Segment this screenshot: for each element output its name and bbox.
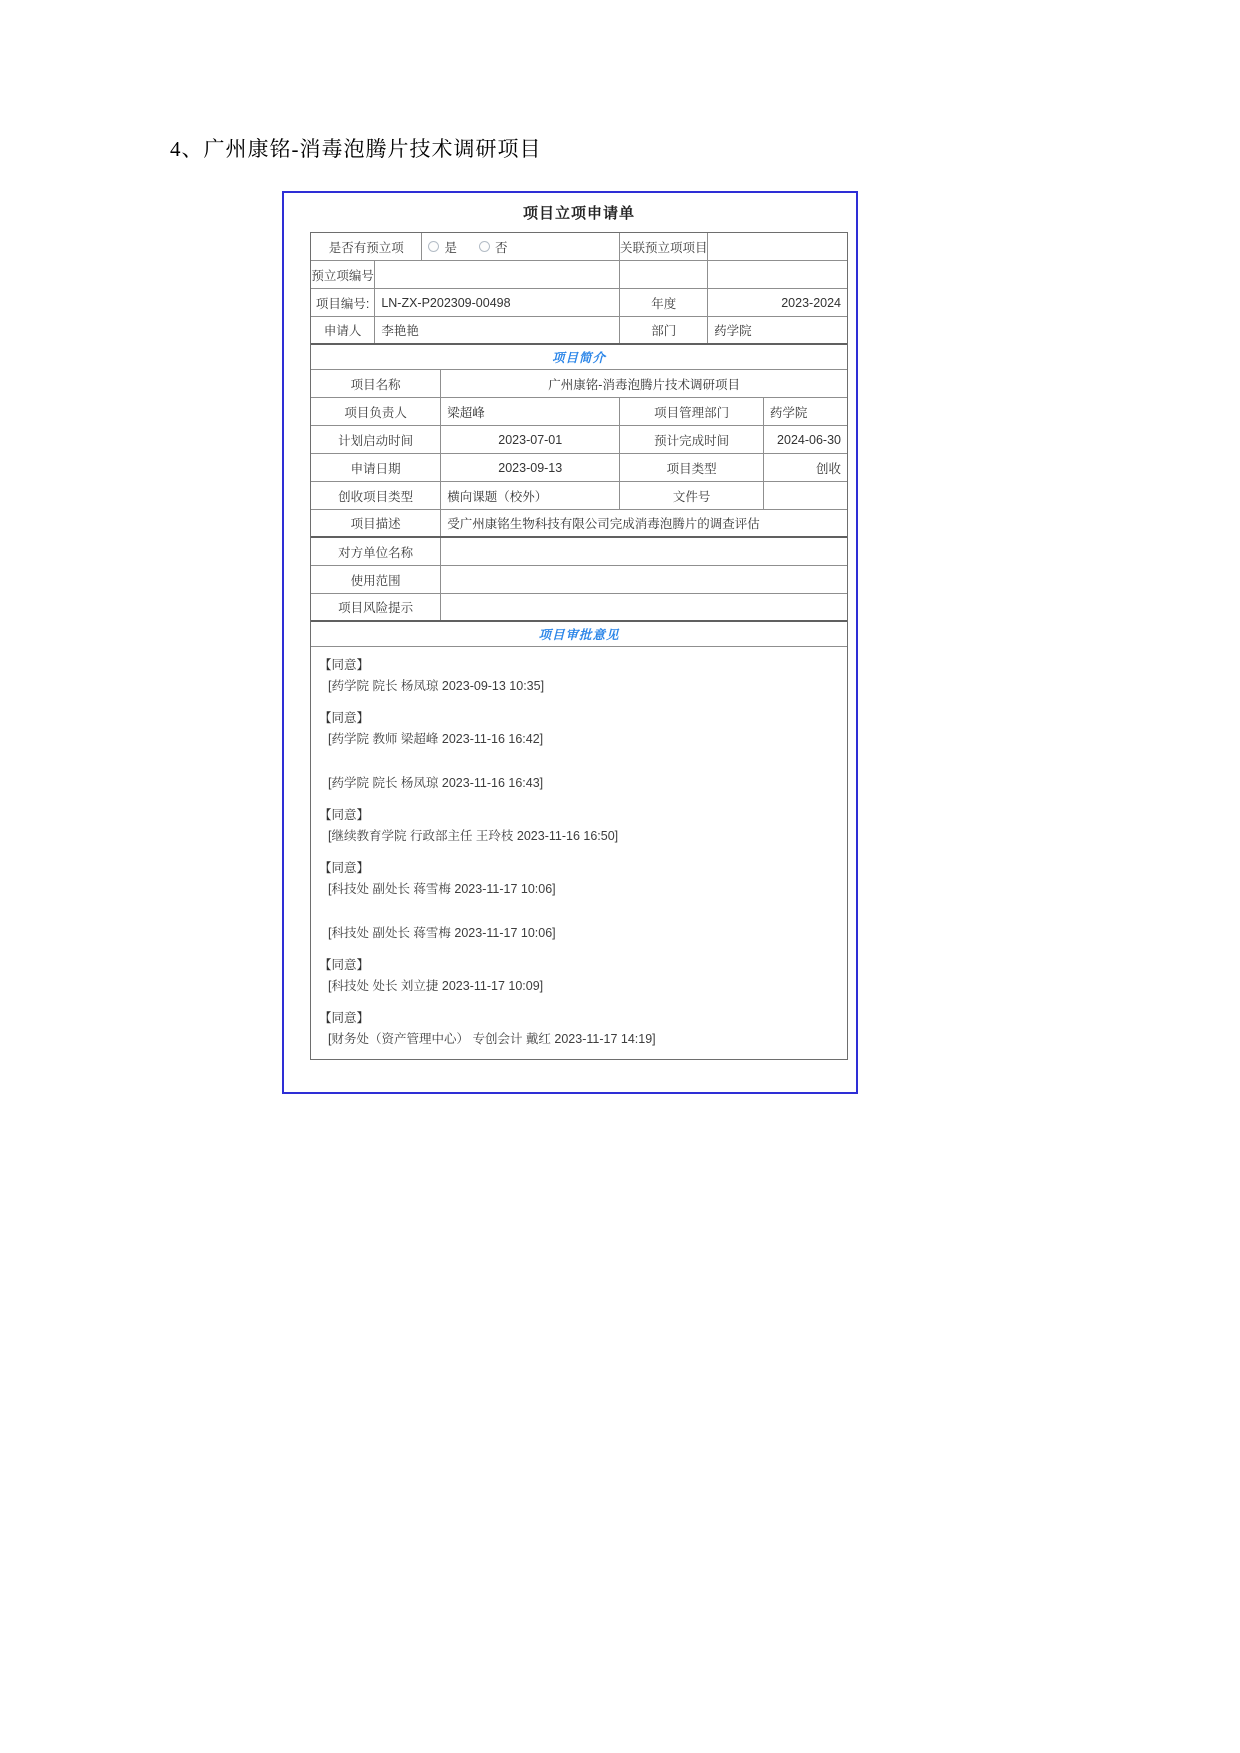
approval-detail: [科技处 副处长 蒋雪梅 2023-11-17 10:06] — [328, 926, 556, 940]
approval-decision: 【同意】 — [319, 958, 370, 972]
approval-entry — [319, 773, 835, 791]
row-planned-start — [311, 426, 847, 454]
field-value-project-description: 受广州康铭生物科技有限公司完成消毒泡腾片的调查评估 — [447, 517, 760, 531]
field-value-counterparty-name — [441, 538, 847, 565]
field-label-project-leader: 项目负责人 — [311, 398, 441, 425]
row-project-risk — [311, 594, 847, 622]
field-value-project-type: 创收 — [815, 461, 841, 476]
approval-decision: 【同意】 — [319, 711, 370, 725]
field-label-apply-date: 申请日期 — [311, 454, 441, 481]
approval-detail: [药学院 教师 梁超峰 2023-11-16 16:42] — [328, 732, 544, 746]
radio-yes-label: 是 — [444, 240, 457, 255]
field-value-usage-scope — [441, 566, 847, 593]
approval-opinions-area — [311, 647, 847, 1059]
approval-entry — [319, 708, 835, 747]
field-value-project-number: LN-ZX-P202309-00498 — [375, 289, 620, 316]
approval-detail: [科技处 处长 刘立捷 2023-11-17 10:09] — [328, 979, 544, 993]
row-apply-date — [311, 454, 847, 482]
radio-yes-icon[interactable] — [428, 241, 439, 252]
field-label-department: 部门 — [620, 317, 708, 343]
approval-entry — [319, 858, 835, 897]
field-label-project-risk: 项目风险提示 — [311, 594, 441, 620]
field-value-project-leader: 梁超峰 — [441, 398, 620, 425]
application-form-table — [310, 232, 848, 1060]
field-value-project-risk — [441, 594, 847, 620]
prior-project-radio-cell — [422, 233, 620, 260]
row-prior-project-number — [311, 261, 847, 289]
field-label-year: 年度 — [620, 289, 708, 316]
prior-project-radio-group — [428, 238, 507, 256]
field-value-year: 2023-2024 — [781, 295, 841, 310]
radio-no-icon[interactable] — [479, 241, 490, 252]
row-has-prior-project — [311, 233, 847, 261]
field-label-planned-start: 计划启动时间 — [311, 426, 441, 453]
approval-detail: [财务处（资产管理中心） 专创会计 戴红 2023-11-17 14:19] — [328, 1032, 656, 1046]
approval-entry — [319, 955, 835, 994]
field-value-linked-prior-project — [708, 233, 847, 260]
section-header-project-intro: 项目简介 — [311, 345, 847, 370]
field-value-revenue-project-type: 横向课题（校外） — [441, 482, 620, 509]
field-label-counterparty-name: 对方单位名称 — [311, 538, 441, 565]
approval-decision: 【同意】 — [319, 861, 370, 875]
field-value-prior-project-number — [375, 261, 620, 288]
field-value-managing-department: 药学院 — [769, 405, 808, 420]
field-label-expected-finish: 预计完成时间 — [620, 426, 764, 453]
form-title: 项目立项申请单 — [522, 205, 635, 222]
row-counterparty-name — [311, 538, 847, 566]
approval-detail: [科技处 副处长 蒋雪梅 2023-11-17 10:06] — [328, 882, 556, 896]
approval-decision: 【同意】 — [319, 1011, 370, 1025]
document-heading: 4、广州康铭-消毒泡腾片技术调研项目 — [170, 137, 542, 161]
row-revenue-project-type — [311, 482, 847, 510]
application-form-sheet — [282, 191, 858, 1094]
field-label-project-type: 项目类型 — [620, 454, 764, 481]
field-value-planned-start: 2023-07-01 — [441, 426, 620, 453]
approval-decision: 【同意】 — [319, 808, 370, 822]
row-usage-scope — [311, 566, 847, 594]
field-label-applicant: 申请人 — [311, 317, 375, 343]
field-label-linked-prior-project: 关联预立项项目 — [620, 233, 708, 260]
approval-detail: [继续教育学院 行政部主任 王玲枝 2023-11-16 16:50] — [328, 829, 619, 843]
approval-entry — [319, 1008, 835, 1047]
field-label-revenue-project-type: 创收项目类型 — [311, 482, 441, 509]
field-value-apply-date: 2023-09-13 — [441, 454, 620, 481]
row-project-number — [311, 289, 847, 317]
row-project-description — [311, 510, 847, 538]
field-value-expected-finish: 2024-06-30 — [777, 432, 841, 447]
field-label-project-description: 项目描述 — [311, 510, 441, 536]
field-label-has-prior-project: 是否有预立项 — [311, 233, 422, 260]
row-applicant — [311, 317, 847, 345]
empty-cell — [620, 261, 708, 288]
field-label-project-number: 项目编号: — [311, 289, 375, 316]
row-project-name — [311, 370, 847, 398]
row-project-leader — [311, 398, 847, 426]
field-label-prior-project-number: 预立项编号 — [311, 261, 375, 288]
radio-option-yes[interactable] — [428, 238, 457, 256]
approval-detail: [药学院 院长 杨凤琼 2023-11-16 16:43] — [328, 776, 544, 790]
approval-entry — [319, 655, 835, 694]
field-value-file-number — [764, 482, 847, 509]
approval-entry — [319, 805, 835, 844]
approval-entry — [319, 923, 835, 941]
approval-detail: [药学院 院长 杨凤琼 2023-09-13 10:35] — [328, 679, 545, 693]
field-label-project-name: 项目名称 — [311, 370, 441, 397]
field-value-department: 药学院 — [714, 324, 752, 338]
field-label-usage-scope: 使用范围 — [311, 566, 441, 593]
field-value-project-name: 广州康铭-消毒泡腾片技术调研项目 — [548, 377, 740, 392]
empty-cell — [708, 261, 847, 288]
field-label-managing-department: 项目管理部门 — [620, 398, 764, 425]
field-label-file-number: 文件号 — [620, 482, 764, 509]
radio-no-label: 否 — [495, 240, 508, 255]
radio-option-no[interactable] — [479, 238, 508, 256]
section-header-approval-opinions: 项目审批意见 — [311, 622, 847, 647]
approval-decision: 【同意】 — [319, 658, 370, 672]
field-value-applicant: 李艳艳 — [375, 317, 620, 343]
